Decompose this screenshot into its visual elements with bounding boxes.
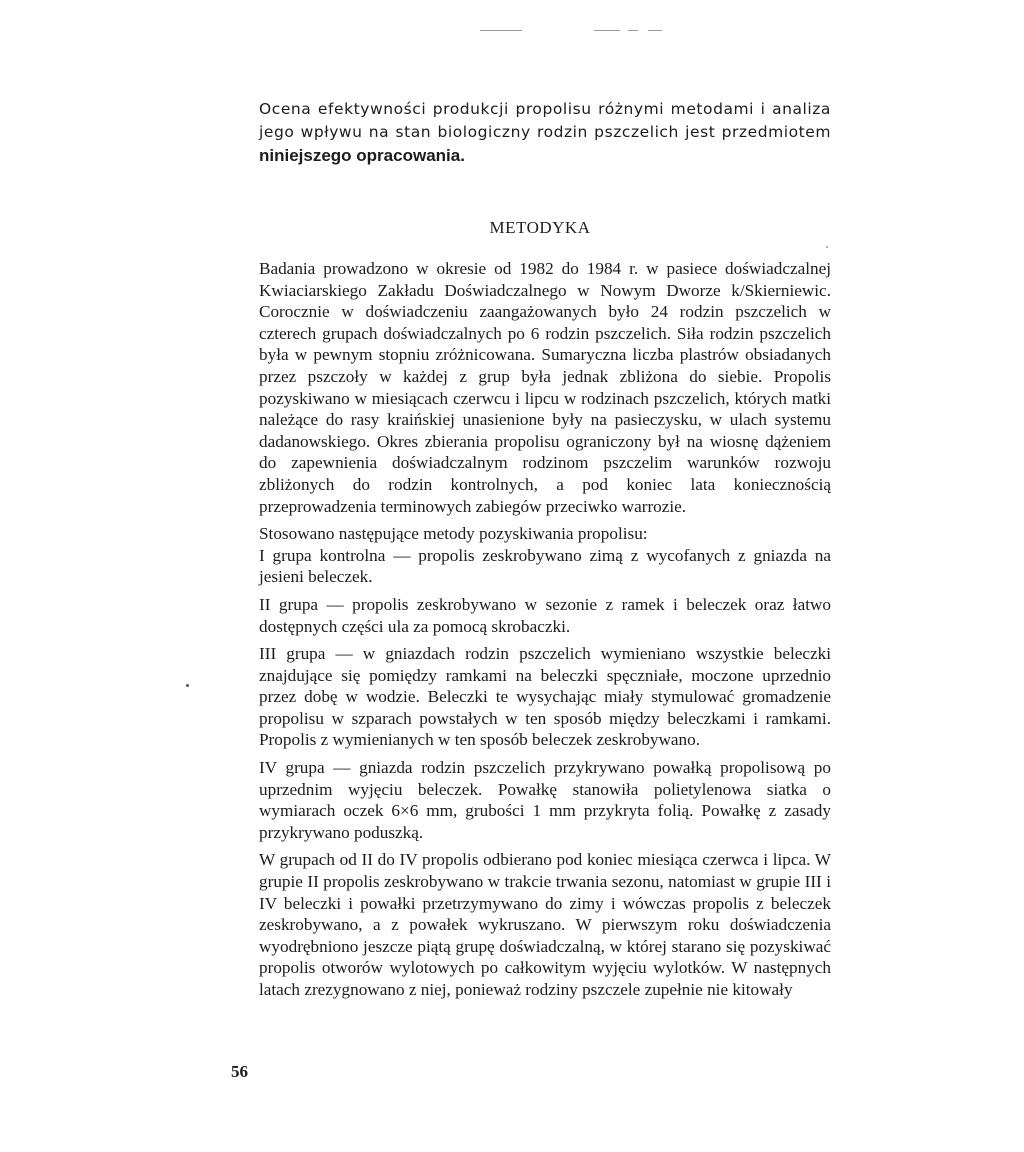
- intro-bold-text: niniejszego opracowania.: [259, 146, 465, 165]
- scan-marks: [470, 30, 670, 32]
- intro-paragraph: [259, 98, 831, 168]
- scan-speck: [826, 246, 828, 248]
- section-heading: METODYKA: [489, 218, 591, 237]
- scan-speck: [186, 684, 189, 687]
- paragraph-1: Badania prowadzono w okresie od 1982 do 1984 r. w pasiece doświadczalnej Kwiaciarskiego Zakładu Doświadczalnego w Nowym Dworze k/Skierniewic. Corocznie w doświadczeniu zaangażowanych było 24 rodzin pszczelich w czterech grupach doświadczalnych po 6 rodzin pszczelich. Siła rodzin pszczelich była w pewnym stopniu zróżnicowana. Sumaryczna liczba plastrów obsiadanych przez pszczoły w każdej z grup była jednak zbliżona do siebie. Propolis pozyskiwano w miesiącach czerwcu i lipcu w rodzinach pszczelich, których matki należące do rasy kraińskiej unasienione były na pasieczysku, w ulach systemu dadanowskiego. Okres zbierania propolisu ograniczony był na wiosnę dążeniem do zapewnienia doświadczalnym rodzinom pszczelim warunków rozwoju zbliżonych do rodzin kontrolnych, a pod koniec lata koniecznością przeprowadzenia terminowych zabiegów przeciwko warrozie.: [259, 259, 831, 516]
- paragraph-5: III grupa — w gniazdach rodzin pszczelich wymieniano wszystkie beleczki znajdujące się pomiędzy ramkami na beleczki spęczniałe, moczone uprzednio przez dobę w wodzie. Beleczki te wysychając miały stymulować gromadzenie propolisu w szparach powstałych w ten sposób między beleczkami i ramkami. Propolis z wymienianych w ten sposób beleczek zeskrobywano.: [259, 644, 831, 750]
- paragraph-4: II grupa — propolis zeskrobywano w sezonie z ramek i beleczek oraz łatwo dostępnych części ula za pomocą skrobaczki.: [259, 594, 831, 636]
- text-column: [259, 98, 831, 1001]
- intro-text: Ocena efektywności produkcji propolisu różnymi metodami i analiza jego wpływu na stan biologiczny rodzin pszczelich jest przedmiotem: [259, 100, 831, 141]
- paragraph-7: W grupach od II do IV propolis odbierano pod koniec miesiąca czerwca i lipca. W grupie II propolis zeskrobywano w trakcie trwania sezonu, natomiast w grupie III i IV beleczki i powałki przetrzymywano do zimy i wówczas propolis z beleczek zeskrobywano, a z powałek wykruszano. W pierwszym roku doświadczenia wyodrębniono jeszcze piątą grupę doświadczalną, w której starano się pozyskiwać propolis otworów wylotowych po całkowitym wyjęciu wylotków. W następnych latach zrezygnowano z niej, ponieważ rodziny pszczele zupełnie nie kitowały: [259, 850, 831, 999]
- paragraph-3: I grupa kontrolna — propolis zeskrobywano zimą z wycofanych z gniazda na jesieni beleczek.: [259, 545, 831, 587]
- page-number: 56: [231, 1062, 248, 1081]
- paragraph-2: Stosowano następujące metody pozyskiwania propolisu:: [259, 524, 648, 544]
- paragraph-6: IV grupa — gniazda rodzin pszczelich przykrywano powałką propolisową po uprzednim wyjęciu beleczek. Powałkę stanowiła polietylenowa siatka o wymiarach oczek 6×6 mm, grubości 1 mm przykryta folią. Powałkę z zasady przykrywano poduszką.: [259, 758, 831, 842]
